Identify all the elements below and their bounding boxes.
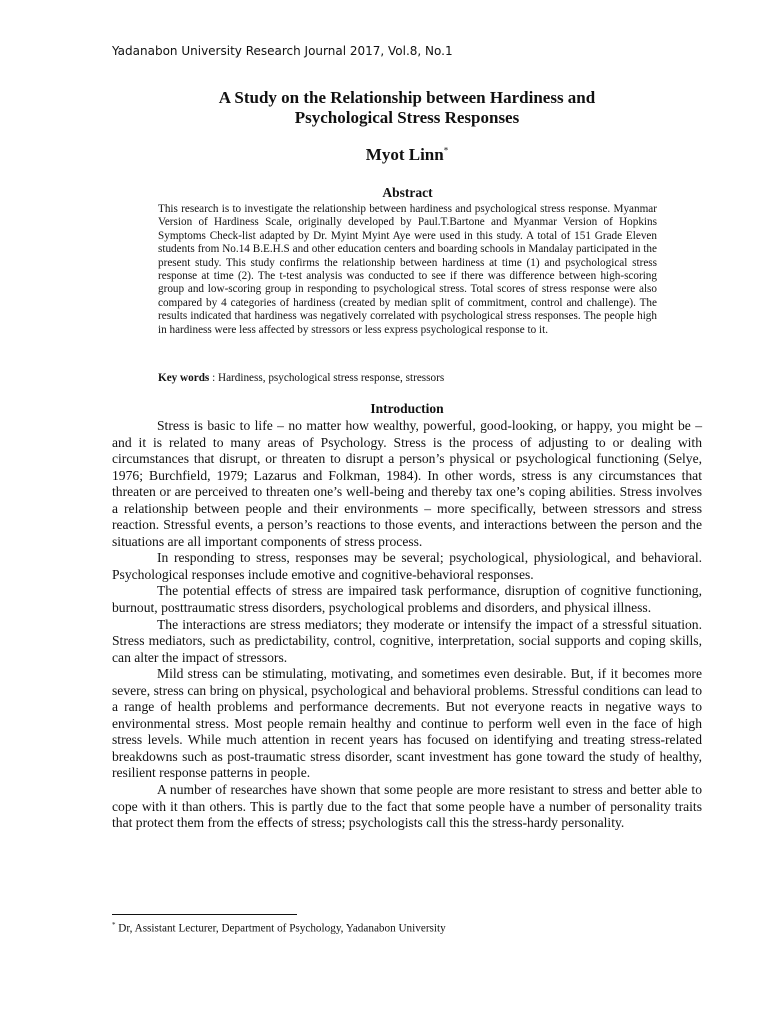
introduction-heading: Introduction	[370, 401, 444, 416]
introduction-body	[112, 418, 702, 832]
keywords-label: Key words	[158, 372, 210, 384]
paragraph: The potential effects of stress are impaired task performance, disruption of cognitive functioning, burnout, posttraumatic stress disorders, psychological problems and disorders, and physical illness.	[112, 583, 702, 616]
footnote	[112, 921, 446, 935]
abstract-heading: Abstract	[382, 185, 433, 200]
author-name	[112, 145, 702, 165]
footnote-divider	[112, 914, 297, 915]
paragraph: The interactions are stress mediators; they moderate or intensify the impact of a stressful situation. Stress mediators, such as predictability, control, cognitive, interpretation, social supports and coping skills, can alter the impact of stressors.	[112, 616, 702, 665]
footnote-text: Dr, Assistant Lecturer, Department of Psychology, Yadanabon University	[115, 922, 446, 935]
keywords-text: : Hardiness, psychological stress response, stressors	[209, 372, 445, 384]
paper-title	[112, 88, 702, 128]
author-text: Myot Linn	[365, 145, 444, 164]
title-line-1: A Study on the Relationship between Hardiness and	[218, 88, 596, 107]
paragraph: A number of researches have shown that some people are more resistant to stress and better able to cope with it than others. This is partly due to the fact that some people have a number of personality traits that protect them from the effects of stress; psychologists call this the stress-hardy personality.	[112, 782, 702, 831]
paragraph: Stress is basic to life – no matter how wealthy, powerful, good-looking, or happy, you might be – and it is related to many areas of Psychology. Stress is the process of adjusting to or dealing with circumstances that disrupt, or threaten to disrupt a person’s physical or psychological functioning (Selye, 1976; Burchfield, 1979; Lazarus and Folkman, 1984). In other words, stress is any circumstances that threaten or are perceived to threaten one’s well-being and thereby tax one’s coping abilities. Stress involves a relationship between people and their environments – more specifically, between stressors and stress reaction. Stressful events, a person’s reactions to those events, and interactions between the person and the situations are all important components of stress process.	[112, 418, 702, 549]
footnote-mark: *	[112, 921, 116, 929]
journal-header: Yadanabon University Research Journal 2017, Vol.8, No.1	[112, 44, 453, 58]
keywords-line	[158, 372, 657, 384]
title-line-2: Psychological Stress Responses	[294, 108, 520, 127]
author-footnote-mark: *	[443, 145, 449, 156]
paragraph: In responding to stress, responses may be several; psychological, physiological, and behavioral. Psychological responses include emotive and cognitive-behavioral responses.	[112, 550, 702, 582]
abstract-text: This research is to investigate the relationship between hardiness and psychological stress response. Myanmar Version of Hardiness Scale, originally developed by Paul.T.Bartone and Myanmar Version of Hopkins Symptoms Check-list adapted by Dr. Myint Myint Aye were used in this study. A total of 151 Grade Eleven students from No.14 B.E.H.S and other education centers and boarding schools in Mandalay participated in the present study. This study confirms the relationship between hardiness at time (1) and psychological stress response at time (2). The t-test analysis was conducted to see if there was difference between high-scoring group and low-scoring group in responding to psychological stress. Total scores of stress response were also compared by 4 categories of hardiness (created by median split of commitment, control and challenge). The results indicated that hardiness was negatively correlated with psychological stress responses. The people high in hardiness were less affected by stressors or less express psychological response to it.	[158, 203, 657, 336]
paragraph: Mild stress can be stimulating, motivating, and sometimes even desirable. But, if it becomes more severe, stress can bring on physical, psychological and behavioral problems. Stressful conditions can lead to a range of health problems and performance decrements. But not everyone reacts in negative ways to environmental stress. Most people remain healthy and continue to perform well even in the face of high stress levels. While much attention in recent years has focused on identifying and treating stress-related breakdowns such as post-traumatic stress disorder, scant investment has gone toward the study of healthy, resilient response patterns in people.	[112, 666, 702, 781]
